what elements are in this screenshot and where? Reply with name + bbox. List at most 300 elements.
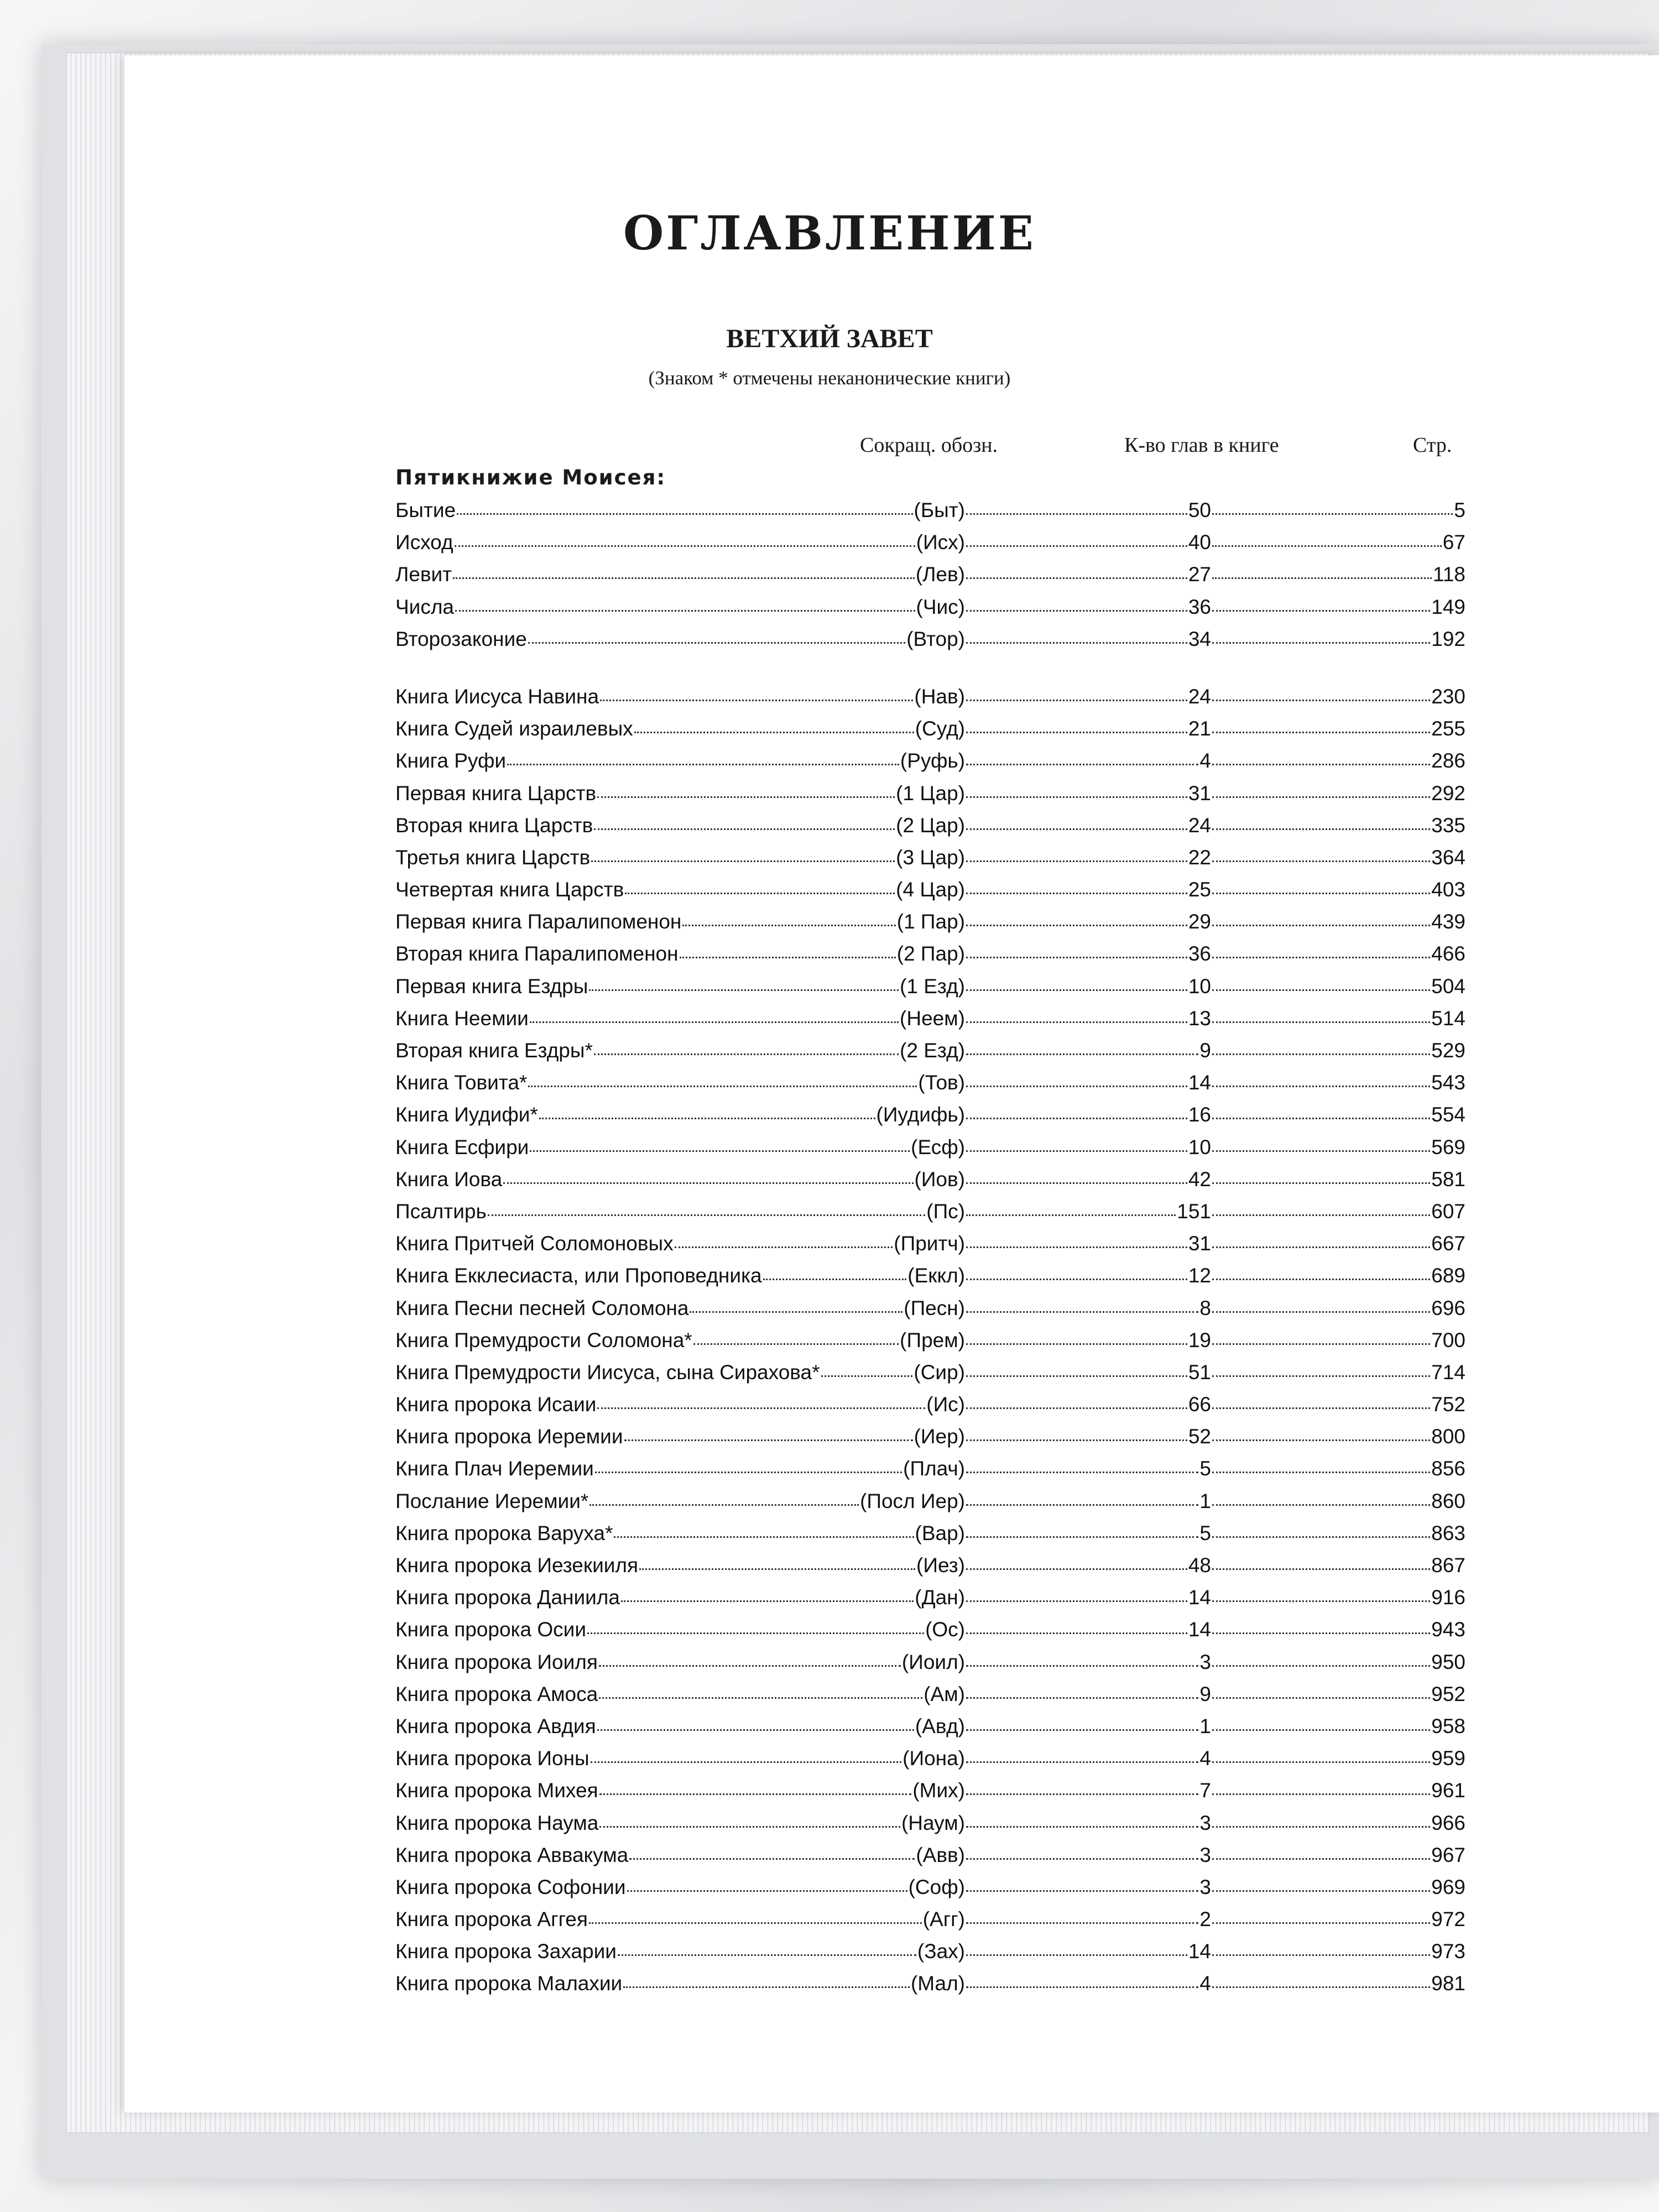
leader-dots: [1212, 638, 1430, 644]
leader-dots: [1212, 1500, 1430, 1506]
leader-dots: [634, 727, 914, 733]
chapter-count: 52: [1188, 1425, 1211, 1448]
book-abbr: (Иудифь): [876, 1103, 965, 1126]
toc-list: [395, 499, 1465, 2005]
book-abbr: (Есф): [911, 1135, 965, 1159]
leader-dots: [1212, 1210, 1430, 1216]
leader-dots: [966, 1242, 1187, 1248]
page-number: 569: [1431, 1135, 1465, 1159]
book-abbr: (Иов): [914, 1167, 965, 1191]
leader-dots: [1212, 1532, 1430, 1538]
page-number: 118: [1433, 563, 1465, 586]
toc-row: [395, 1522, 1465, 1554]
page-number: 860: [1431, 1489, 1465, 1512]
book-name: Книга пророка Иезекииля: [395, 1554, 639, 1577]
book-abbr: (Авв): [916, 1843, 965, 1866]
leader-dots: [1212, 1886, 1430, 1892]
leader-dots: [821, 1371, 913, 1377]
page-number: 403: [1431, 878, 1465, 901]
toc-row: [395, 846, 1465, 878]
leader-dots: [966, 792, 1187, 798]
toc-row: [395, 1039, 1465, 1071]
leader-dots: [966, 1146, 1187, 1152]
leader-dots: [966, 1274, 1187, 1280]
book-name: Книга пророка Ионы: [395, 1747, 589, 1770]
book-abbr: (Посл Иер): [860, 1489, 965, 1512]
page-number: 696: [1431, 1296, 1465, 1319]
leader-dots: [966, 1822, 1198, 1828]
leader-dots: [1212, 985, 1430, 991]
leader-dots: [966, 1757, 1198, 1763]
chapter-count: 12: [1188, 1264, 1211, 1287]
leader-dots: [1212, 1596, 1430, 1602]
leader-dots: [591, 856, 895, 862]
leader-dots: [1212, 509, 1453, 515]
leader-dots: [693, 1339, 899, 1345]
chapter-count: 3: [1199, 1875, 1211, 1898]
page-number: 856: [1431, 1457, 1465, 1480]
column-header-chapters: К-во глав в книге: [1124, 434, 1279, 457]
book-name: Книга пророка Исаии: [395, 1393, 597, 1416]
footnote-note: (Знаком * отмечены неканонические книги): [648, 367, 1011, 389]
book-name: Книга Притчей Соломоновых: [395, 1232, 674, 1255]
leader-dots: [966, 856, 1187, 862]
chapter-count: 3: [1199, 1843, 1211, 1866]
book-abbr: (4 Цар): [896, 878, 965, 901]
book-abbr: (Иер): [914, 1425, 965, 1448]
book-abbr: (Исх): [916, 531, 965, 554]
leader-dots: [488, 1210, 926, 1216]
leader-dots: [763, 1274, 907, 1280]
book-abbr: (Иона): [902, 1747, 965, 1770]
book-name: Первая книга Паралипоменон: [395, 910, 682, 933]
book-name: Четвертая книга Царств: [395, 878, 624, 901]
book-name: Книга Неемии: [395, 1006, 529, 1030]
page-number: 543: [1431, 1071, 1465, 1094]
chapter-count: 13: [1188, 1006, 1211, 1030]
toc-row: [395, 1103, 1465, 1135]
leader-dots: [966, 1886, 1198, 1892]
toc-row: [395, 1329, 1465, 1361]
leader-dots: [966, 1693, 1198, 1699]
book-name: Книга Премудрости Соломона*: [395, 1328, 692, 1352]
toc-row: [395, 1457, 1465, 1489]
chapter-count: 10: [1188, 1135, 1211, 1159]
book-name: Книга Екклесиаста, или Проповедника: [395, 1264, 762, 1287]
book-name: Книга пророка Малахии: [395, 1972, 623, 1995]
leader-dots: [966, 573, 1187, 579]
page-number: 972: [1431, 1908, 1465, 1931]
toc-row: [395, 749, 1465, 781]
leader-dots: [595, 1467, 902, 1473]
toc-row: [395, 1908, 1465, 1940]
chapter-count: 9: [1199, 1039, 1211, 1062]
page-number: 581: [1431, 1167, 1465, 1191]
toc-row: [395, 1554, 1465, 1586]
leader-dots: [966, 1307, 1198, 1313]
toc-row: [395, 782, 1465, 814]
page-number: 943: [1431, 1618, 1465, 1641]
page-number: 514: [1431, 1006, 1465, 1030]
book-name: Вторая книга Царств: [395, 813, 593, 837]
leader-dots: [966, 1210, 1176, 1216]
leader-dots: [1212, 1789, 1430, 1795]
leader-dots: [966, 1467, 1198, 1473]
leader-dots: [966, 1982, 1198, 1988]
leader-dots: [614, 1532, 914, 1538]
page-number: 529: [1431, 1039, 1465, 1062]
book-name: Книга пророка Аввакума: [395, 1843, 629, 1866]
toc-row: [395, 1136, 1465, 1168]
page-number: 364: [1431, 846, 1465, 869]
toc-row: [395, 1232, 1465, 1264]
leader-dots: [1212, 1628, 1430, 1634]
leader-dots: [618, 1950, 916, 1956]
chapter-count: 51: [1188, 1360, 1211, 1384]
book-name: Книга пророка Варуха*: [395, 1521, 613, 1545]
toc-row: [395, 1972, 1465, 2004]
leader-dots: [629, 1854, 915, 1860]
page-number: 969: [1431, 1875, 1465, 1898]
chapter-count: 1: [1199, 1714, 1211, 1738]
book-name: Книга пророка Амоса: [395, 1682, 598, 1705]
page-number: 554: [1431, 1103, 1465, 1126]
leader-dots: [1212, 1178, 1430, 1184]
book-name: Бытие: [395, 499, 456, 521]
page-number: 689: [1431, 1264, 1465, 1287]
chapter-count: 14: [1188, 1618, 1211, 1641]
toc-row: [395, 1200, 1465, 1232]
book-name: Вторая книга Ездры*: [395, 1039, 593, 1062]
book-abbr: (1 Езд): [900, 974, 965, 998]
leader-dots: [966, 920, 1187, 926]
book-abbr: (Чис): [916, 595, 965, 618]
leader-dots: [627, 1886, 907, 1892]
page-number: 466: [1431, 942, 1465, 966]
chapter-count: 8: [1199, 1296, 1211, 1319]
page-title: ОГЛАВЛЕНИЕ: [623, 206, 1036, 260]
book-abbr: (Иоил): [901, 1650, 965, 1673]
leader-dots: [1212, 1049, 1430, 1055]
leader-dots: [1212, 1661, 1430, 1667]
book-name: Книга пророка Михея: [395, 1779, 598, 1802]
chapter-count: 24: [1188, 685, 1211, 708]
leader-dots: [966, 727, 1187, 733]
toc-row: [395, 942, 1465, 974]
page-number: 607: [1431, 1199, 1465, 1223]
toc-row: [395, 1425, 1465, 1457]
leader-dots: [503, 1178, 913, 1184]
book-name: Книга Судей израилевых: [395, 717, 633, 740]
toc-row: [395, 1618, 1465, 1650]
leader-dots: [589, 1918, 922, 1924]
book-name: Книга Иова: [395, 1167, 503, 1191]
section-title: ВЕТХИЙ ЗАВЕТ: [726, 324, 933, 353]
leader-dots: [966, 1339, 1187, 1345]
leader-dots: [1212, 856, 1430, 862]
book-abbr: (2 Цар): [896, 813, 965, 837]
leader-dots: [453, 573, 915, 579]
chapter-count: 21: [1188, 717, 1211, 740]
book-name: Книга пророка Иоиля: [395, 1650, 598, 1673]
page-number: 950: [1431, 1650, 1465, 1673]
book-name: Послание Иеремии*: [395, 1489, 589, 1512]
leader-dots: [597, 792, 895, 798]
toc-row: [395, 878, 1465, 910]
column-header-abbr: Сокращ. обозн.: [860, 434, 998, 457]
page-number: 335: [1431, 813, 1465, 837]
chapter-count: 19: [1188, 1328, 1211, 1352]
leader-dots: [599, 1693, 922, 1699]
toc-row: [395, 1651, 1465, 1683]
book-abbr: (Втор): [906, 627, 965, 650]
leader-dots: [625, 888, 895, 894]
leader-dots: [966, 1500, 1198, 1506]
page-number: 973: [1431, 1940, 1465, 1963]
book-name: Левит: [395, 563, 452, 586]
page-number: 916: [1431, 1586, 1465, 1609]
chapter-count: 1: [1199, 1489, 1211, 1512]
toc-row: [395, 1393, 1465, 1425]
toc-row: [395, 531, 1465, 563]
book-name: Книга Иудифи*: [395, 1103, 538, 1126]
leader-dots: [966, 1081, 1187, 1087]
book-name: Исход: [395, 531, 453, 554]
chapter-count: 3: [1199, 1811, 1211, 1834]
leader-dots: [966, 1403, 1187, 1409]
leader-dots: [1212, 1081, 1430, 1087]
chapter-count: 14: [1188, 1071, 1211, 1094]
book-abbr: (Авд): [915, 1714, 965, 1738]
leader-dots: [682, 920, 895, 926]
page-number: 952: [1431, 1682, 1465, 1705]
book-name: Книга Руфи: [395, 749, 507, 773]
leader-dots: [675, 1242, 893, 1248]
book-name: Книга Премудрости Иисуса, сына Сирахова*: [395, 1360, 820, 1384]
toc-row: [395, 1747, 1465, 1779]
leader-dots: [1212, 1982, 1430, 1988]
book-abbr: (Руфь): [900, 749, 965, 773]
leader-dots: [455, 606, 915, 612]
toc-row: [395, 1715, 1465, 1747]
leader-dots: [1212, 1564, 1430, 1570]
leader-dots: [966, 985, 1187, 991]
leader-dots: [1212, 1918, 1430, 1924]
leader-dots: [530, 1017, 899, 1023]
book-abbr: (1 Пар): [896, 910, 965, 933]
leader-dots: [599, 1661, 901, 1667]
book-name: Книга Песни песней Соломона: [395, 1296, 689, 1319]
toc-row: [395, 1844, 1465, 1876]
book-name: Книга пророка Осии: [395, 1618, 587, 1641]
page-number: 67: [1442, 531, 1465, 554]
page-number: 286: [1431, 749, 1465, 773]
leader-dots: [966, 1789, 1198, 1795]
book-abbr: (Пс): [926, 1199, 965, 1223]
toc-row: [395, 563, 1465, 595]
book-name: Первая книга Царств: [395, 781, 597, 805]
toc-row: [395, 1683, 1465, 1715]
leader-dots: [966, 541, 1187, 547]
page-number: 149: [1431, 595, 1465, 618]
book-abbr: (3 Цар): [896, 846, 965, 869]
chapter-count: 36: [1188, 942, 1211, 966]
leader-dots: [597, 1725, 914, 1731]
leader-dots: [1212, 1017, 1430, 1023]
leader-dots: [507, 759, 899, 765]
book-abbr: (1 Цар): [896, 781, 965, 805]
toc-row: [395, 910, 1465, 942]
leader-dots: [591, 1757, 902, 1763]
leader-dots: [1212, 920, 1430, 926]
chapter-count: 5: [1199, 1457, 1211, 1480]
leader-dots: [966, 1950, 1187, 1956]
toc-row: [395, 1779, 1465, 1811]
book-name: Книга пророка Софонии: [395, 1875, 626, 1898]
book-abbr: (Мих): [912, 1779, 965, 1802]
chapter-count: 36: [1188, 595, 1211, 618]
leader-dots: [539, 1113, 875, 1119]
leader-dots: [1212, 792, 1430, 798]
leader-dots: [966, 824, 1187, 830]
page-number: 504: [1431, 974, 1465, 998]
leader-dots: [1212, 573, 1432, 579]
leader-dots: [966, 1532, 1198, 1538]
leader-dots: [1212, 1854, 1430, 1860]
leader-dots: [966, 695, 1187, 701]
chapter-count: 4: [1199, 1972, 1211, 1995]
chapter-count: 34: [1188, 627, 1211, 650]
chapter-count: 151: [1177, 1199, 1211, 1223]
chapter-count: 4: [1199, 749, 1211, 773]
leader-dots: [1212, 1725, 1430, 1731]
toc-row: [395, 1586, 1465, 1618]
leader-dots: [690, 1307, 902, 1313]
leader-dots: [599, 1789, 912, 1795]
book-name: Книга Плач Иеремии: [395, 1457, 594, 1480]
leader-dots: [1212, 1339, 1430, 1345]
page-number: 230: [1431, 685, 1465, 708]
leader-dots: [966, 1178, 1187, 1184]
leader-dots: [966, 606, 1187, 612]
leader-dots: [1212, 952, 1430, 958]
page-number: 867: [1431, 1554, 1465, 1577]
leader-dots: [966, 638, 1187, 644]
book-abbr: (Нав): [914, 685, 965, 708]
leader-dots: [966, 1854, 1198, 1860]
leader-dots: [623, 1982, 910, 1988]
chapter-count: 29: [1188, 910, 1211, 933]
chapter-count: 9: [1199, 1682, 1211, 1705]
leader-dots: [966, 1049, 1198, 1055]
leader-dots: [966, 1918, 1198, 1924]
leader-dots: [966, 1725, 1198, 1731]
page-number: 981: [1431, 1972, 1465, 1995]
book-abbr: (Еккл): [907, 1264, 965, 1287]
book-abbr: (Наум): [901, 1811, 965, 1834]
leader-dots: [1212, 824, 1430, 830]
leader-dots: [1212, 1146, 1430, 1152]
chapter-count: 50: [1188, 499, 1211, 521]
chapter-count: 2: [1199, 1908, 1211, 1931]
leader-dots: [1212, 1274, 1430, 1280]
leader-dots: [966, 1596, 1187, 1602]
toc-row: [395, 628, 1465, 660]
chapter-count: 25: [1188, 878, 1211, 901]
chapter-count: 4: [1199, 1747, 1211, 1770]
leader-dots: [1212, 759, 1430, 765]
leader-dots: [1212, 606, 1430, 612]
leader-dots: [1212, 1113, 1430, 1119]
leader-dots: [1212, 1950, 1430, 1956]
book-abbr: (Песн): [904, 1296, 965, 1319]
chapter-count: 7: [1199, 1779, 1211, 1802]
book-abbr: (2 Пар): [896, 942, 965, 966]
book-abbr: (Соф): [908, 1875, 965, 1898]
leader-dots: [624, 1435, 913, 1441]
book-name: Числа: [395, 595, 454, 618]
chapter-count: 10: [1188, 974, 1211, 998]
leader-dots: [600, 695, 913, 701]
book-name: Вторая книга Паралипоменон: [395, 942, 679, 966]
page-number: 439: [1431, 910, 1465, 933]
chapter-count: 31: [1188, 781, 1211, 805]
page-number: 958: [1431, 1714, 1465, 1738]
leader-dots: [966, 1628, 1187, 1634]
chapter-count: 42: [1188, 1167, 1211, 1191]
book-abbr: (Ам): [924, 1682, 965, 1705]
toc-row: [395, 1297, 1465, 1329]
leader-dots: [1212, 541, 1442, 547]
chapter-count: 40: [1188, 531, 1211, 554]
leader-dots: [966, 1017, 1187, 1023]
leader-dots: [966, 509, 1187, 515]
chapter-count: 5: [1199, 1521, 1211, 1545]
book-abbr: (Быт): [914, 499, 965, 521]
leader-dots: [457, 509, 912, 515]
leader-dots: [530, 1146, 910, 1152]
book-name: Книга пророка Даниила: [395, 1586, 620, 1609]
toc-row: [395, 596, 1465, 628]
book-name: Книга Есфири: [395, 1135, 529, 1159]
chapter-count: 3: [1199, 1650, 1211, 1673]
leader-dots: [966, 1435, 1187, 1441]
book-abbr: (Зах): [917, 1940, 965, 1963]
book-abbr: (Вар): [915, 1521, 965, 1545]
book-abbr: (Лев): [915, 563, 965, 586]
chapter-count: 14: [1188, 1940, 1211, 1963]
book-name: Третья книга Царств: [395, 846, 591, 869]
leader-dots: [966, 1661, 1198, 1667]
leader-dots: [1212, 695, 1430, 701]
leader-dots: [587, 1628, 924, 1634]
chapter-count: 66: [1188, 1393, 1211, 1416]
leader-dots: [597, 1403, 925, 1409]
book-name: Книга Товита*: [395, 1071, 528, 1094]
book-name: Книга пророка Авдия: [395, 1714, 596, 1738]
page-number: 5: [1454, 499, 1465, 521]
book-abbr: (Прем): [900, 1328, 965, 1352]
book-name: Книга Иисуса Навина: [395, 685, 599, 708]
leader-dots: [594, 1049, 899, 1055]
page-number: 959: [1431, 1747, 1465, 1770]
page-number: 700: [1431, 1328, 1465, 1352]
toc-row: [395, 1007, 1465, 1039]
page-number: 961: [1431, 1779, 1465, 1802]
toc-row: [395, 1490, 1465, 1522]
book-name: Книга пророка Наума: [395, 1811, 599, 1834]
leader-dots: [1212, 1822, 1430, 1828]
